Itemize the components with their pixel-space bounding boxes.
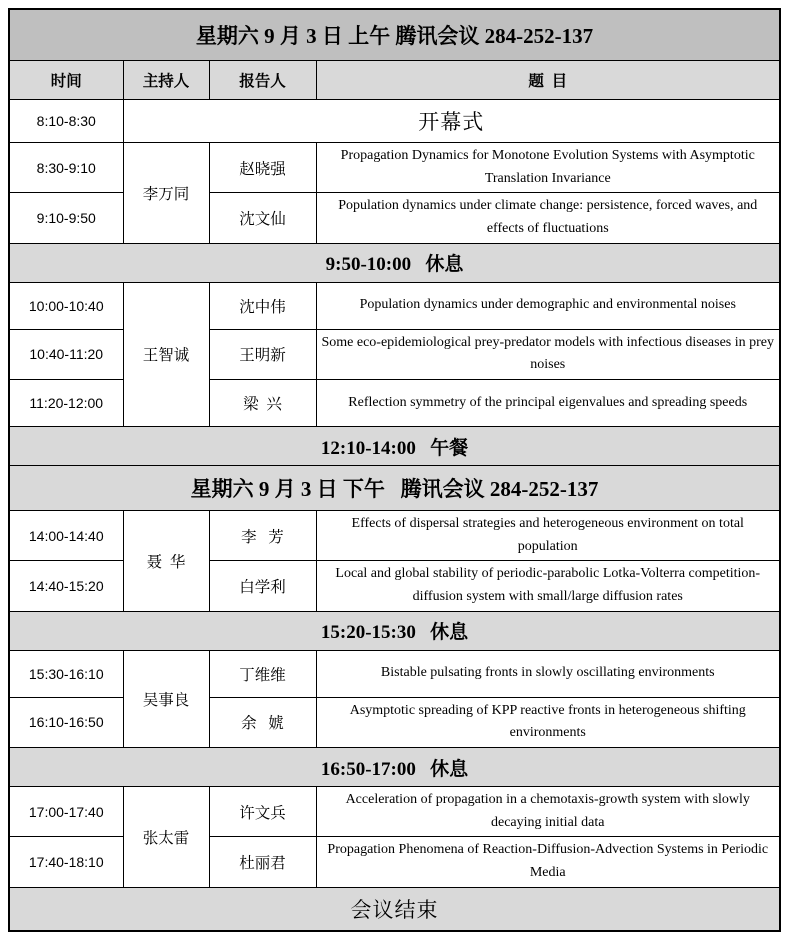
table-row-session bbox=[9, 9, 780, 61]
time-cell: 8:30-9:10 bbox=[9, 143, 123, 193]
break-cell: 9:50-10:00 休息 bbox=[9, 243, 780, 282]
table-row-event bbox=[9, 100, 780, 143]
time-cell: 16:10-16:50 bbox=[9, 697, 123, 747]
time-cell: 10:40-11:20 bbox=[9, 329, 123, 379]
speaker-cell: 李 芳 bbox=[209, 511, 316, 561]
break-cell: 15:20-15:30 休息 bbox=[9, 611, 780, 650]
col-header-topic: 题 目 bbox=[316, 61, 780, 100]
chair-cell: 吴事良 bbox=[123, 650, 209, 747]
table-row-break bbox=[9, 748, 780, 787]
time-cell: 8:10-8:30 bbox=[9, 100, 123, 143]
table-row-end bbox=[9, 887, 780, 931]
speaker-cell: 沈中伟 bbox=[209, 282, 316, 329]
time-cell: 17:00-17:40 bbox=[9, 787, 123, 837]
talk-title-cell: Reflection symmetry of the principal eigenvalues and spreading speeds bbox=[316, 380, 780, 427]
time-cell: 17:40-18:10 bbox=[9, 837, 123, 887]
col-header-time: 时间 bbox=[9, 61, 123, 100]
table-row-talk bbox=[9, 787, 780, 837]
table-row-colheader bbox=[9, 61, 780, 100]
talk-title-cell: Propagation Dynamics for Monotone Evolution Systems with Asymptotic Translation Invariance bbox=[316, 143, 780, 193]
talk-title-cell: Bistable pulsating fronts in slowly oscillating environments bbox=[316, 650, 780, 697]
col-header-chair: 主持人 bbox=[123, 61, 209, 100]
time-cell: 9:10-9:50 bbox=[9, 193, 123, 243]
time-cell: 14:00-14:40 bbox=[9, 511, 123, 561]
speaker-cell: 杜丽君 bbox=[209, 837, 316, 887]
table-row-session bbox=[9, 466, 780, 511]
speaker-cell: 白学利 bbox=[209, 561, 316, 611]
break-cell: 16:50-17:00 休息 bbox=[9, 748, 780, 787]
speaker-cell: 梁 兴 bbox=[209, 380, 316, 427]
time-cell: 11:20-12:00 bbox=[9, 380, 123, 427]
chair-cell: 王智诚 bbox=[123, 282, 209, 426]
speaker-cell: 余 婋 bbox=[209, 697, 316, 747]
table-row-talk bbox=[9, 143, 780, 193]
table-row-break bbox=[9, 427, 780, 466]
talk-title-cell: Propagation Phenomena of Reaction-Diffusion-Advection Systems in Periodic Media bbox=[316, 837, 780, 887]
time-cell: 10:00-10:40 bbox=[9, 282, 123, 329]
talk-title-cell: Asymptotic spreading of KPP reactive fronts in heterogeneous shifting environments bbox=[316, 697, 780, 747]
table-row-break bbox=[9, 243, 780, 282]
meeting-end-cell: 会议结束 bbox=[9, 887, 780, 931]
table-row-talk bbox=[9, 282, 780, 329]
session-title: 星期六 9 月 3 日 上午 腾讯会议 284-252-137 bbox=[9, 9, 780, 61]
break-cell: 12:10-14:00 午餐 bbox=[9, 427, 780, 466]
chair-cell: 张太雷 bbox=[123, 787, 209, 888]
session-title: 星期六 9 月 3 日 下午 腾讯会议 284-252-137 bbox=[9, 466, 780, 511]
speaker-cell: 赵晓强 bbox=[209, 143, 316, 193]
schedule-table bbox=[8, 8, 781, 932]
time-cell: 15:30-16:10 bbox=[9, 650, 123, 697]
talk-title-cell: Effects of dispersal strategies and heterogeneous environment on total population bbox=[316, 511, 780, 561]
schedule-table-body bbox=[9, 9, 780, 931]
chair-cell: 聂 华 bbox=[123, 511, 209, 612]
speaker-cell: 许文兵 bbox=[209, 787, 316, 837]
talk-title-cell: Local and global stability of periodic-parabolic Lotka-Volterra competition-diffusion system with small/large diffusion rates bbox=[316, 561, 780, 611]
time-cell: 14:40-15:20 bbox=[9, 561, 123, 611]
col-header-speaker: 报告人 bbox=[209, 61, 316, 100]
table-row-break bbox=[9, 611, 780, 650]
speaker-cell: 沈文仙 bbox=[209, 193, 316, 243]
speaker-cell: 丁维维 bbox=[209, 650, 316, 697]
table-row-talk bbox=[9, 650, 780, 697]
talk-title-cell: Population dynamics under demographic and environmental noises bbox=[316, 282, 780, 329]
table-row-talk bbox=[9, 511, 780, 561]
talk-title-cell: Some eco-epidemiological prey-predator models with infectious diseases in prey noises bbox=[316, 329, 780, 379]
speaker-cell: 王明新 bbox=[209, 329, 316, 379]
event-title: 开幕式 bbox=[123, 100, 780, 143]
talk-title-cell: Acceleration of propagation in a chemotaxis-growth system with slowly decaying initial data bbox=[316, 787, 780, 837]
talk-title-cell: Population dynamics under climate change: persistence, forced waves, and effects of fluctuations bbox=[316, 193, 780, 243]
chair-cell: 李万同 bbox=[123, 143, 209, 244]
